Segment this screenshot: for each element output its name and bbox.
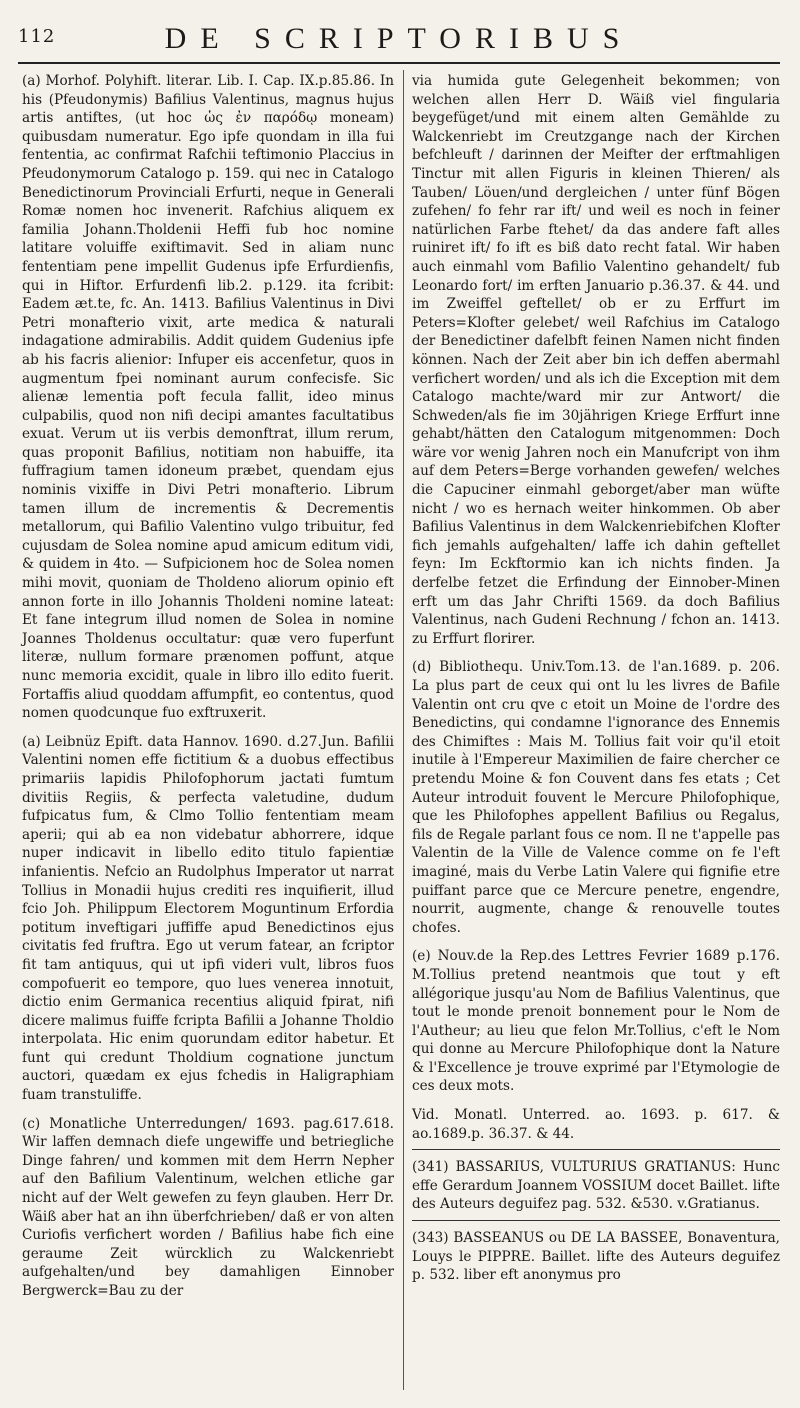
running-title: DE SCRIPTORIBUS (164, 22, 634, 55)
column-divider (403, 70, 404, 1390)
right-column (412, 72, 780, 1285)
left-column (22, 72, 394, 1301)
footnote-c-monatliche: (c) Monatliche Unterredungen/ 1693. pag.617.618. Wir laffen demnach diefe ungewiffe und betriegliche Dinge fahren/ und kommen mit dem Herrn Nepher auf den Bafilium Valentinum, welchen etliche gar nicht auf der Welt gewefen zu feyn glauben. Herr Dr. Wäiß aber hat an ihn überfchrieben/ daß er von alten Curiofis verfichert worden / Bafilius habe fich eine geraume Zeit würcklich zu Walckenriebt aufgehalten/und bey damahligen Einnober Bergwerck=Bau zu der (22, 1115, 394, 1299)
continued-text: via humida gute Gelegenheit bekommen; von welchen allen Herr D. Wäiß viel fingularia beygefüget/und mit einem alten Gemählde zu Walckenriebt im Creutzgange nach der Kirchen befchleuft / darinnen der Meifter der erftmahligen Tinctur mit allen Figuris in kleinen Thieren/ als Tauben/ Löuen/und dergleichen / unter fünf Bögen zufehen/ fo fehr rar ift/ und weil es noch in feiner natürlichen Farbe ftehet/ da das andere faft alles ruiniret ift/ fo ift es biß dato recht fatal. Wir haben auch einmahl vom Bafilio Valentino gehandelt/ fub Leonardo fort/ im erften Januario p.36.37. & 44. und im Zweiffel geftellet/ ob er zu Erffurt im Peters=Klofter gelebet/ weil Rafchius im Catalogo der Benedictiner dafelbft feinen Namen nicht finden können. Nach der Zeit aber bin ich deffen abermahl verfichert worden/ und als ich die Exception mit dem Catalogo machte/ward mir zur Antwort/ die Schweden/als fie im 30jährigen Kriege Erffurt inne gehabt/hätten den Catalogum mitgenommen: Doch wäre vor wenig Jahren noch ein Manufcript von ihm auf dem Peters=Berge vorhanden gewefen/ welches die Capuciner einmahl geborget/aber man wüfte nicht / wo es hernach weiter hinkommen. Ob aber Bafilius Valentinus in dem Walckenriebifchen Klofter fich jemahls aufgehalten/ laffe ich dahin geftellet feyn: Im Eckftormio kan ich nichts finden. Ja derfelbe fetzet die Erfindung der Einnober-Minen erft um das Jahr Chrifti 1569. da doch Bafilius Valentinus, nach Gudeni Rechnung / fchon an. 1413. zu Erffurt florirer. (412, 73, 780, 647)
section-rule (412, 1220, 780, 1221)
footnote-a-leibniz: (a) Leibnüz Epift. data Hannov. 1690. d.27.Jun. Bafilii Valentini nomen effe fictitium & a duobus effectibus primariis lapidis Philofophorum jactati fumtum divitiis Regiis, & perfecta valetudine, dudum fufpicatus fum, & Clmo Tollio fententiam meam aperii; qui ab ea non videbatur abhorrere, idque nuper indicavit in libello edito titulo fapientiæ infanientis. Nefcio an Rudolphus Imperator ut narrat Tollius in Monadii hujus crediti res inquifierit, illud fcio Joh. Philippum Electorem Moguntinum Erfordia potitum inveftigari juffiffe apud Benedictinos ejus civitatis fed fruftra. Ego ut verum fatear, an fcriptor fit tam antiquus, qui ut ipfi videri vult, libros fuos compofuerit eo tempore, quo lues venerea innotuit, dictio enim Germanica recentius aliquid fpirat, nifi dicere malimus fuiffe fcripta Bafilii a Johanne Tholdio interpolata. Hic enim quorundam editor habetur. Et funt qui credunt Tholdium cognatione junctum auctori, quædam ex ejus fchedis in Haligraphiam fuam transtuliffe. (22, 733, 394, 1104)
section-rule (412, 1149, 780, 1150)
footnote-e-nouvelles: (e) Nouv.de la Rep.des Lettres Fevrier 1689 p.176. M.Tollius pretend neantmois que tout y eft allégorique jusqu'au Nom de Bafilius Valentinus, que tout le monde prenoit bonnement pour le Nom de l'Autheur; au lieu que felon Mr.Tollius, c'eft le Nom qui donne au Mercure Philofophique dont la Nature & l'Excellence je trouve exprimé par l'Etymologie de ces deux mots. (412, 948, 780, 1095)
page-header (18, 18, 780, 64)
footnote-d-bibliotheque: (d) Bibliothequ. Univ.Tom.13. de l'an.1689. p. 206. La plus part de ceux qui ont lu les livres de Bafile Valentin ont cru qve c etoit un Moine de l'ordre des Benedictins, qui condamne l'ignorance des Ennemis des Chimiftes : Mais M. Tollius fait voir qu'il etoit inutile à l'Empereur Maximilien de faire chercher ce pretendu Moine & fon Couvent dans fes etats ; Cet Auteur introduit fouvent le Mercure Philofophique, que les Philofophes appellent Bafilius ou Regalus, fils de Regale parlant fous ce nom. Il ne t'appelle pas Valentin de la Ville de Valence comme on fe l'eft imaginé, mais du Verbe Latin Valere qui fignifie etre puiffant parce que ce Mercure penetre, engendre, nourrit, augmente, change & renouvelle toutes chofes. (412, 659, 780, 936)
reference-vid: Vid. Monatl. Unterred. ao. 1693. p. 617. & ao.1689.p. 36.37. & 44. (412, 1107, 780, 1142)
page-number: 112 (18, 26, 56, 47)
footnote-a-morhof: (a) Morhof. Polyhift. literar. Lib. I. Cap. IX.p.85.86. In his (Pfeudonymis) Bafilius Valentinus, magnus hujus artis antiftes, (ut hoc ὡς ἐν παρόδῳ moneam) quibusdam numeratur. Ego ipfe quondam in illa fui fententia, ac confirmat Rafchii teftimonio Placcius in Pfeudonymorum Catalogo p. 159. qui nec in Catalogo Benedictinorum Provinciali Erfurti, neque in Generali Romæ nomen hoc invenerit. Rafchius aliquem ex familia Johann.Tholdenii Heffi fub hoc nomine latitare voluiffe exiftimavit. Sed in aliam nunc fententiam pene impellit Gudenus ipfe Erfurdienfis, qui in Hiftor. Erfurdenfi lib.2. p.129. ita fcribit: Eadem æt.te, fc. An. 1413. Bafilius Valentinus in Divi Petri monafterio vixit, arte medica & naturali indagatione admirabilis. Addit quidem Gudenius ipfe ab his facris alienior: Infuper eis accenfetur, quos in augmentum fpei nominant aurum confecisfe. Sic alienæ lementia poft fecula fallit, ideo minus culpabilis, quod non nifi decipi amantes facultatibus exuat. Verum ut iis verbis demonftrat, illum rerum, quas proponit Bafilius, notitiam non habuiffe, ita fuffragium tamen idoneum præbet, quendam ejus nominis vixiffe in Divi Petri monafterio. Librum tamen illum de incrementis & Decrementis metallorum, qui Bafilio Valentino vulgo tribuitur, fed cujusdam de Solea nomine apud amicum editum vidi, & quidem in 4to. — Sufpicionem hoc de Solea nomen mihi movit, quoniam de Tholdeno aliorum opinio eft annon forte in illo Johannis Tholdeni nomine lateat: Et fane integrum illud nomen de Solea in nomine Joannes Tholdenus occultatur: quæ vero fuperfunt literæ, nullum formare prænomen poffunt, atque nunc memoria excidit, quale in libro illo edito fuerit. Fortaffis aliud quoddam affumpfit, eo contentus, quod nomen quodcunque fuo exftruxerit. (22, 73, 395, 722)
entry-343-basseanus: (343) BASSEANUS ou DE LA BASSEE, Bonaventura, Louys le PIPPRE. Baillet. lifte des Auteurs deguifez p. 532. liber eft anonymus pro (412, 1230, 780, 1284)
entry-341-bassarius: (341) BASSARIUS, VULTURIUS GRATIANUS: Hunc effe Gerardum Joannem VOSSIUM docet Baillet. lifte des Auteurs deguifez pag. 532. &530. v.Gratianus. (412, 1159, 780, 1213)
